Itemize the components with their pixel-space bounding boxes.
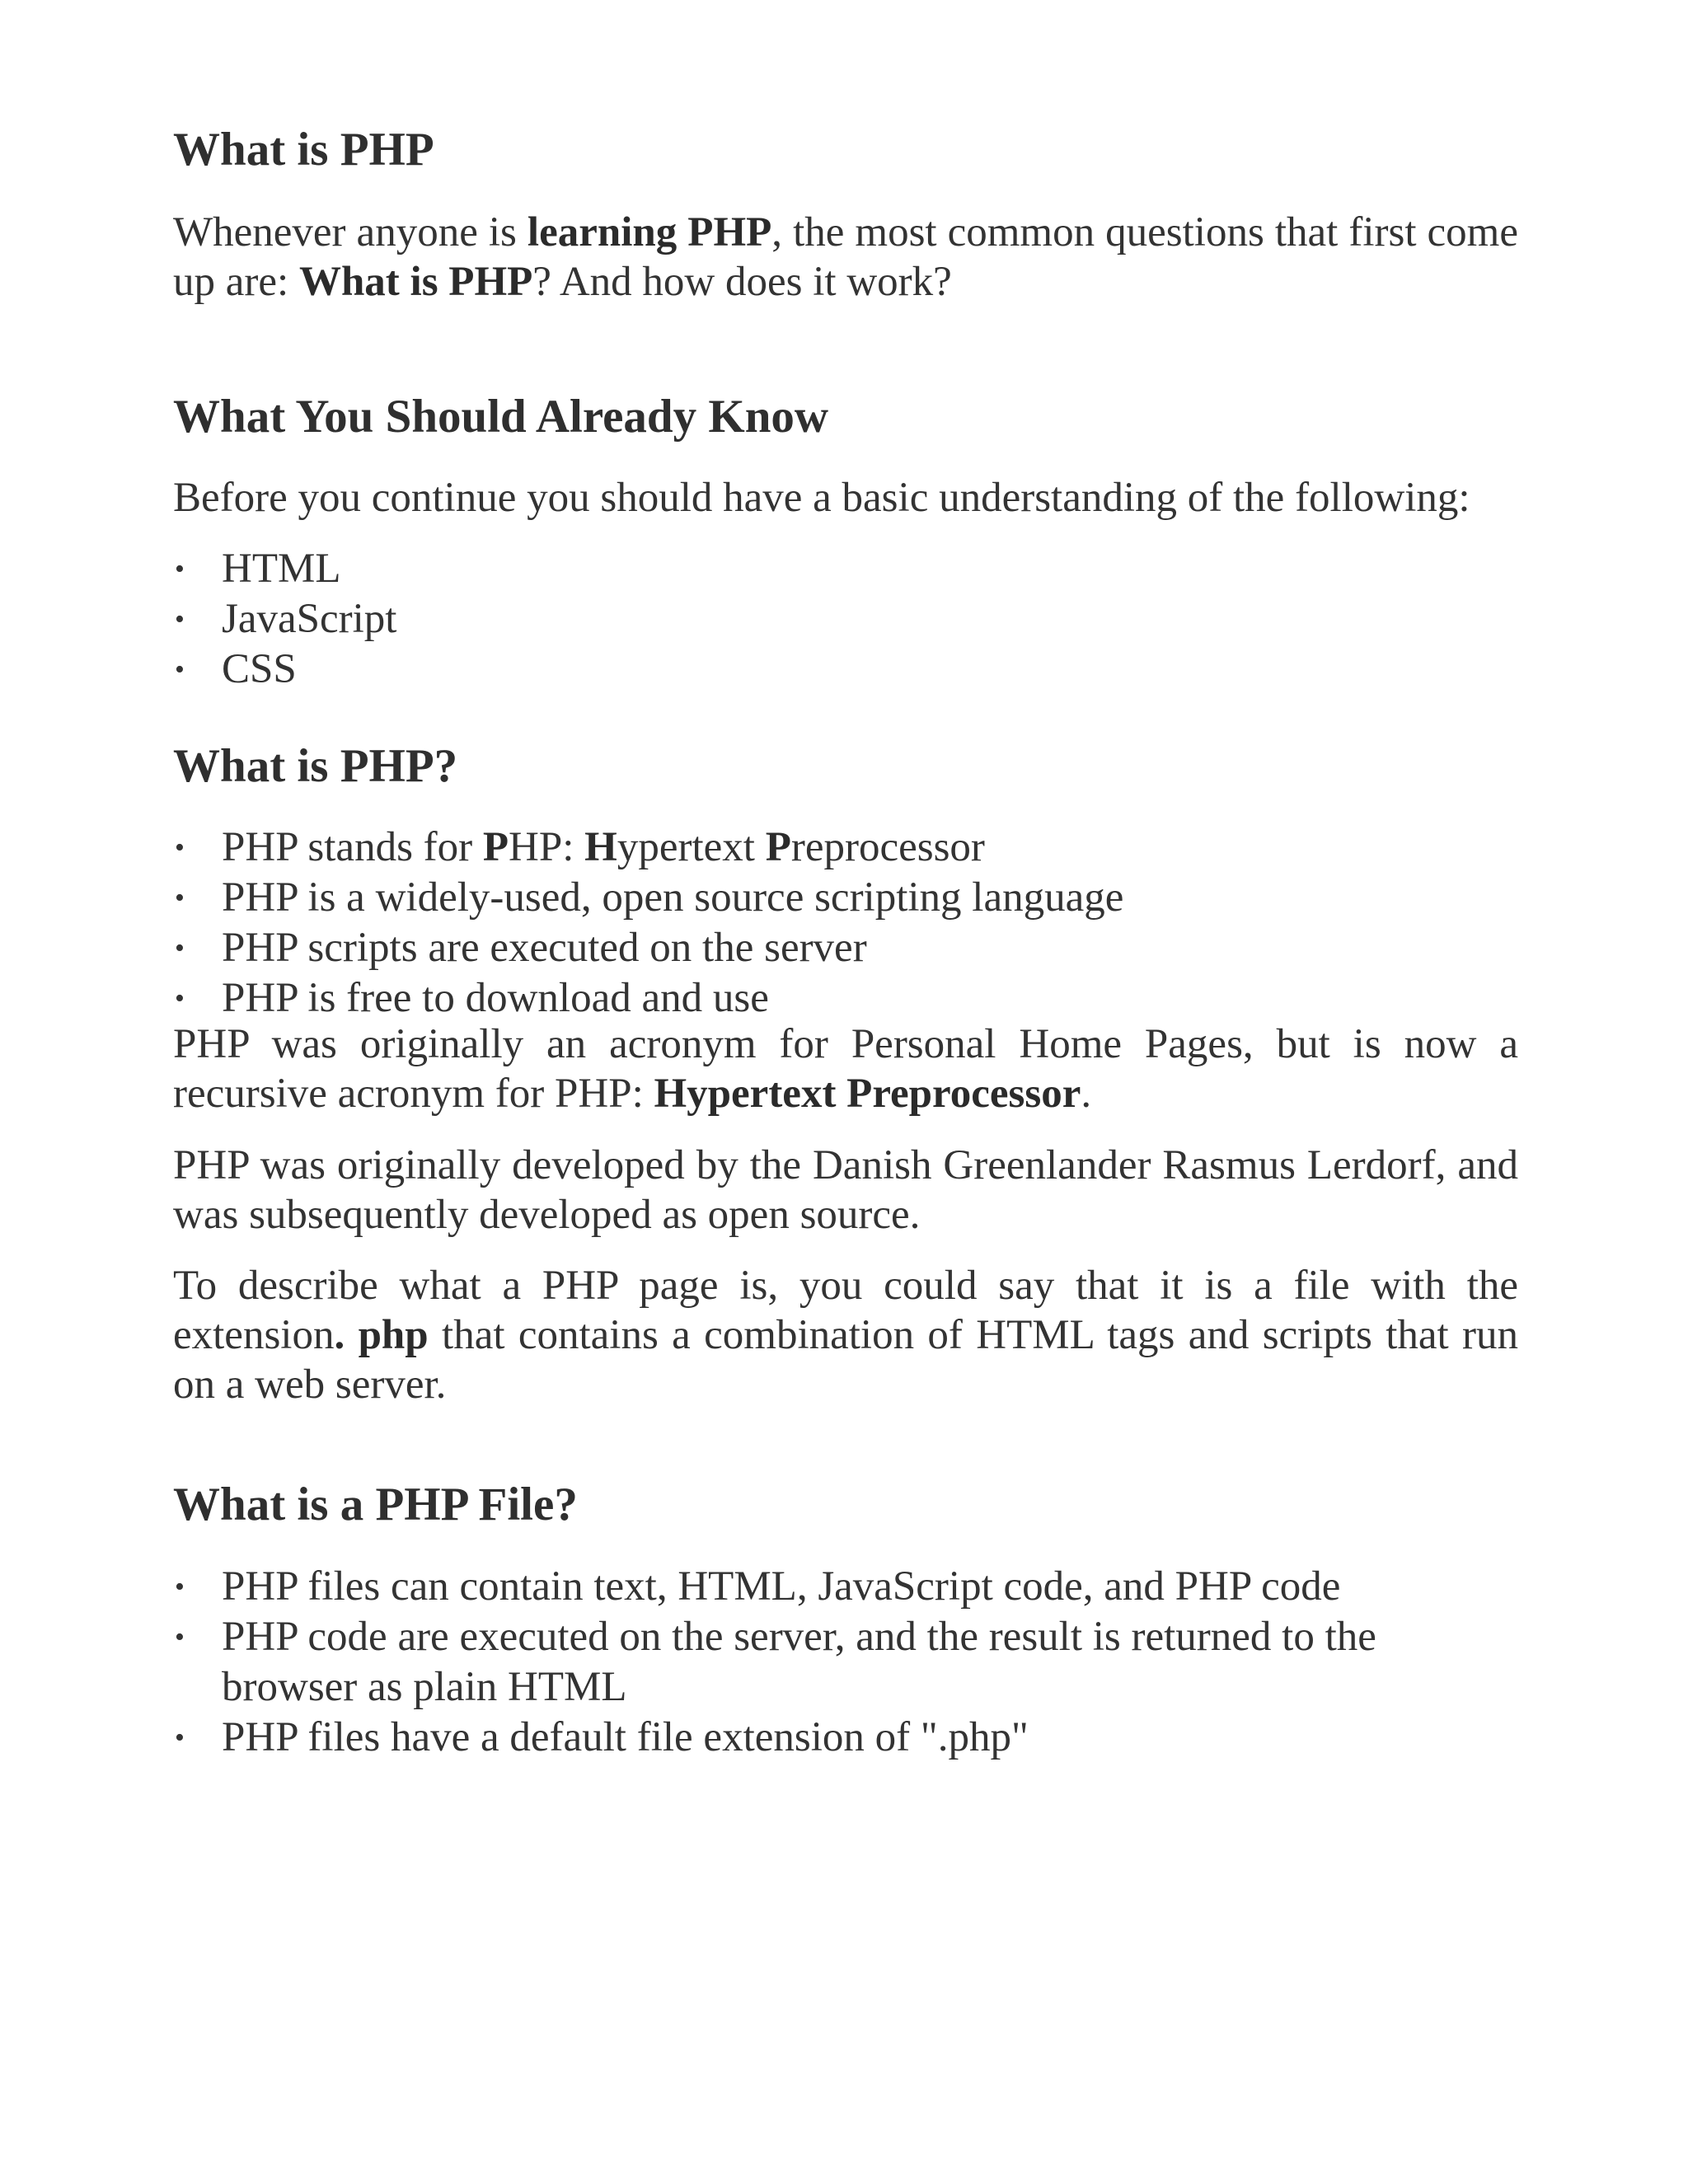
text-span: reprocessor (790, 824, 985, 870)
list-item-label: PHP code are executed on the server, and the result is returned to the browser as plain HTML (222, 1614, 1376, 1710)
text-span: ypertext (617, 824, 766, 870)
list-item (173, 873, 1518, 923)
bold-learning-php: learning PHP (527, 209, 772, 255)
list-item-label: PHP is a widely-used, open source scripting language (222, 874, 1124, 921)
heading-what-is-php: What is PHP (173, 124, 434, 176)
bullet-icon: • (175, 654, 185, 685)
text-span: PHP was originally an acronym for Personal Home Pages, but is now a recursive acronym for PHP: (173, 1021, 1518, 1117)
bold-what-is-php: What is PHP (298, 259, 533, 305)
list-item (173, 594, 1518, 644)
text-span: PHP stands for (222, 824, 483, 870)
list-item (173, 973, 1518, 1024)
list-item-label: PHP is free to download and use (222, 975, 769, 1021)
paragraph-acronym (173, 1019, 1518, 1118)
list-item (173, 644, 1518, 695)
text-span: To describe what a PHP page is, you could say that it is a file with the extension (173, 1263, 1518, 1358)
text-span: , the most common questions that first come up are: (173, 209, 1518, 305)
bullet-icon: • (175, 1722, 185, 1753)
heading-what-you-should-already-know: What You Should Already Know (173, 391, 829, 443)
list-item (173, 823, 1518, 873)
php-file-list (173, 1562, 1518, 1763)
text-span: that contains a combination of HTML tags and scripts that run on a web server. (173, 1312, 1519, 1408)
bold-php-extension: . php (334, 1312, 429, 1358)
bullet-icon: • (175, 933, 185, 963)
heading-what-is-php-question: What is PHP? (173, 740, 458, 792)
list-item-label: HTML (222, 546, 341, 592)
list-item-label: PHP files can contain text, HTML, JavaScript code, and PHP code (222, 1563, 1341, 1610)
text-span: Whenever anyone is (173, 209, 528, 255)
list-item (173, 1562, 1518, 1612)
bullet-icon: • (175, 832, 185, 863)
list-item-label: JavaScript (222, 596, 397, 642)
text-span: . (1081, 1071, 1092, 1117)
bullet-icon: • (175, 983, 185, 1014)
bold-letter: P (482, 824, 509, 870)
bullet-icon: • (175, 1622, 185, 1652)
php-facts-list (173, 823, 1518, 1024)
list-item-label: PHP files have a default file extension of ".php" (222, 1714, 1029, 1760)
bullet-icon: • (175, 554, 185, 584)
heading-what-is-a-php-file: What is a PHP File? (173, 1479, 578, 1530)
paragraph-history: PHP was originally developed by the Danish Greenlander Rasmus Lerdorf, and was subsequently developed as open source. (173, 1142, 1518, 1238)
paragraph-prerequisites: Before you continue you should have a basic understanding of the following: (173, 475, 1470, 521)
bullet-icon: • (175, 883, 185, 913)
list-item (173, 1612, 1518, 1713)
list-item (173, 923, 1518, 973)
bold-hypertext-preprocessor: Hypertext Preprocessor (654, 1071, 1081, 1117)
prerequisites-list (173, 544, 1518, 695)
text-span: HP: (509, 824, 585, 870)
bullet-icon: • (175, 604, 185, 635)
list-item-label: PHP scripts are executed on the server (222, 925, 867, 971)
paragraph-intro (173, 208, 1518, 307)
bullet-icon: • (175, 1572, 185, 1602)
list-item-label: CSS (222, 646, 297, 692)
paragraph-description (173, 1261, 1518, 1409)
list-item (173, 544, 1518, 594)
list-item (173, 1713, 1518, 1763)
bold-letter: H (584, 824, 617, 870)
text-span: ? And how does it work? (532, 259, 952, 305)
bold-letter: P (765, 824, 791, 870)
